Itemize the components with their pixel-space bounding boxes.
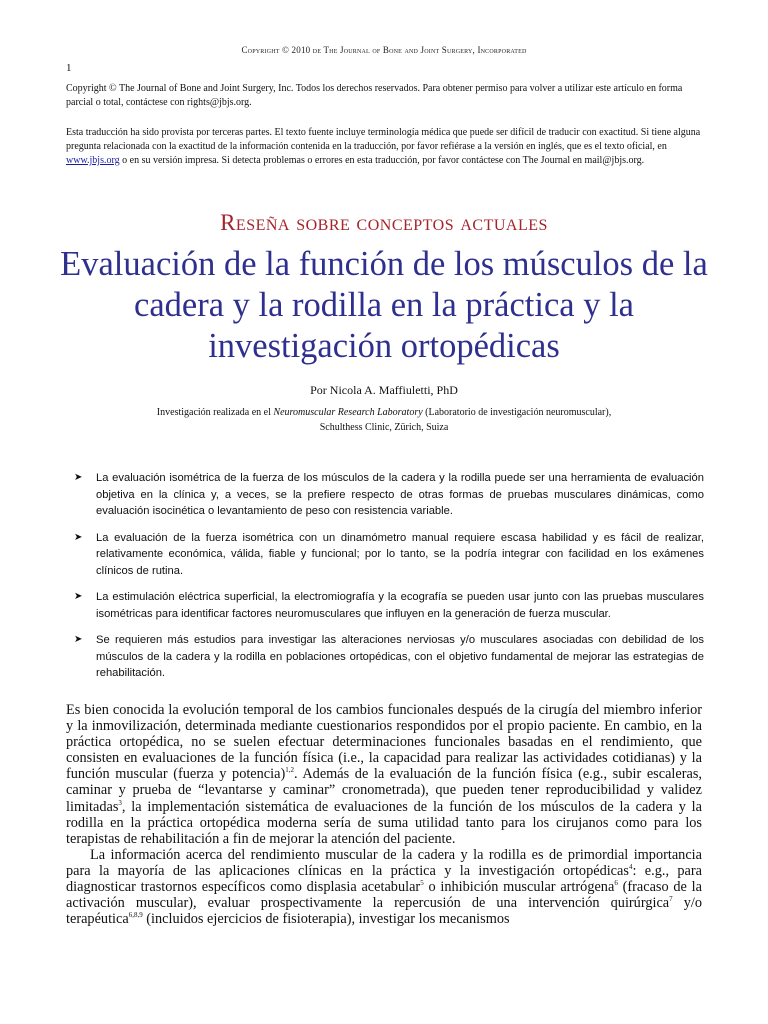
lab-name: Neuromuscular Research Laboratory xyxy=(273,407,423,418)
body-text-span: y/o terapéutica xyxy=(66,895,702,928)
key-point-text: La evaluación de la fuerza isométrica con un dinamómetro manual requiere escasa habilidad y es fácil de realizar, relativamente económica, válida, fiable y funcional; por lo tanto, se la podría integrar con facilidad en los exámenes clínicos de rutina. xyxy=(96,531,704,577)
translation-notice xyxy=(66,126,702,168)
reference-marker[interactable]: 6,8,9 xyxy=(128,911,143,920)
jbjs-link[interactable]: www.jbjs.org xyxy=(66,155,120,166)
body-text-span: : e.g., para diagnosticar trastornos específicos como displasia acetabular xyxy=(66,862,702,896)
affiliation xyxy=(0,405,768,435)
body-text-span: , la implementación sistemática de evaluaciones de la función de los músculos de la cadera y la rodilla en la práctica ortopédica moderna sería de suma utilidad tanto para los cirujanos como para los terapistas de rehabilitación a fin de mejorar la atención del paciente. xyxy=(66,798,702,847)
key-point xyxy=(74,589,704,622)
article-body xyxy=(66,702,702,927)
reference-marker[interactable]: 3 xyxy=(118,798,122,807)
affiliation-location: Schulthess Clinic, Zürich, Suiza xyxy=(319,422,449,433)
reference-marker[interactable]: 6 xyxy=(614,879,618,888)
reference-marker[interactable]: 4 xyxy=(628,863,633,872)
key-point-text: La evaluación isométrica de la fuerza de los músculos de la cadera y la rodilla puede ser una herramienta de evaluación objetiva en la clínica y, a veces, se la prefiere respecto de otras formas de pruebas musculares dinámicas, como evaluación isocinética o levantamiento de peso con resistencia variable. xyxy=(96,472,704,517)
body-text-span: La información acerca del rendimiento muscular de la cadera y la rodilla es de primordial importancia para la mayoría de las aplicaciones clínicas en la práctica y la investigación ortopédicas xyxy=(66,846,702,879)
author-line: Por Nicola A. Maffiuletti, PhD xyxy=(310,383,458,397)
key-points-list xyxy=(74,470,704,692)
arrowhead-bullet-icon: ➤ xyxy=(74,472,83,483)
arrowhead-bullet-icon: ➤ xyxy=(74,634,83,645)
translation-notice-text: Esta traducción ha sido provista por terceras partes. El texto fuente incluye terminología médica que puede ser difícil de traducir con exactitud. Si tiene alguna pregunta relacionada con la exactitud de la información contenida en la traducción, por favor refiérase a la versión en inglés, que es el texto oficial, en xyxy=(66,127,701,152)
translation-notice-text-cont: o en su versión impresa. Si detecta problemas o errores en esta traducción, por favor contáctese con The Journal en mail@jbjs.org. xyxy=(119,155,645,166)
key-point xyxy=(74,530,704,580)
body-text-span: o inhibición muscular artrógena xyxy=(423,879,615,896)
page-number: 1 xyxy=(66,62,72,74)
arrowhead-bullet-icon: ➤ xyxy=(74,591,83,602)
affiliation-text: Investigación realizada en el xyxy=(156,407,274,418)
arrowhead-bullet-icon: ➤ xyxy=(74,531,83,543)
key-point xyxy=(74,632,704,682)
affiliation-text-cont: (Laboratorio de investigación neuromuscular), xyxy=(422,407,612,418)
body-text-span: (incluidos ejercicios de fisioterapia), investigar los mecanismos xyxy=(142,911,510,928)
reference-marker[interactable]: 5 xyxy=(420,879,424,888)
section-label: Reseña sobre conceptos actuales xyxy=(220,210,548,235)
reference-marker[interactable]: 1,2 xyxy=(285,766,294,775)
article-title: Evaluación de la función de los músculos de la cadera y la rodilla en la práctica y la investigación ortopédicas xyxy=(60,245,708,365)
key-point-text: Se requieren más estudios para investigar las alteraciones nerviosas y/o musculares asociadas con debilidad de los músculos de la cadera y la rodilla en poblaciones ortopédicas, con el objetivo fundamental de mejorar las estrategias de rehabilitación. xyxy=(96,634,704,679)
body-paragraph xyxy=(66,847,702,927)
body-paragraph xyxy=(66,702,702,847)
body-text-span: . Además de la evaluación de la función física (e.g., subir escaleras, caminar y prueba de “levantarse y caminar” cronometrada), que pueden tener reproducibilidad y validez limitadas xyxy=(66,766,702,815)
key-point xyxy=(74,470,704,520)
body-text-span: (fracaso de la activación muscular), evaluar prospectivamente la repercusión de una intervención quirúrgica xyxy=(66,879,702,912)
body-text-span: Es bien conocida la evolución temporal de los cambios funcionales después de la cirugía del miembro inferior y la inmovilización, determinada mediante cuestionarios respondidos por el propio paciente. En cambio, en la práctica ortopédica, no se suelen efectuar determinaciones funcionales basadas en el rendimiento, que consisten en evaluaciones de la función física (i.e., la capacidad para realizar las actividades cotidianas) y la función muscular (fuerza y potencia) xyxy=(66,702,702,783)
copyright-header: Copyright © 2010 de The Journal of Bone and Joint Surgery, Incorporated xyxy=(241,45,527,55)
copyright-notice: Copyright © The Journal of Bone and Joint Surgery, Inc. Todos los derechos reservados. Para obtener permiso para volver a utilizar este artículo en forma parcial o total, contáctese con rights@jbjs.org. xyxy=(66,83,683,108)
key-point-text: La estimulación eléctrica superficial, la electromiografía y la ecografía se pueden usar junto con las pruebas musculares isométricas para identificar factores neuromusculares que influyen en la generación de fuerza muscular. xyxy=(96,591,704,620)
reference-marker[interactable]: 7 xyxy=(669,895,673,904)
